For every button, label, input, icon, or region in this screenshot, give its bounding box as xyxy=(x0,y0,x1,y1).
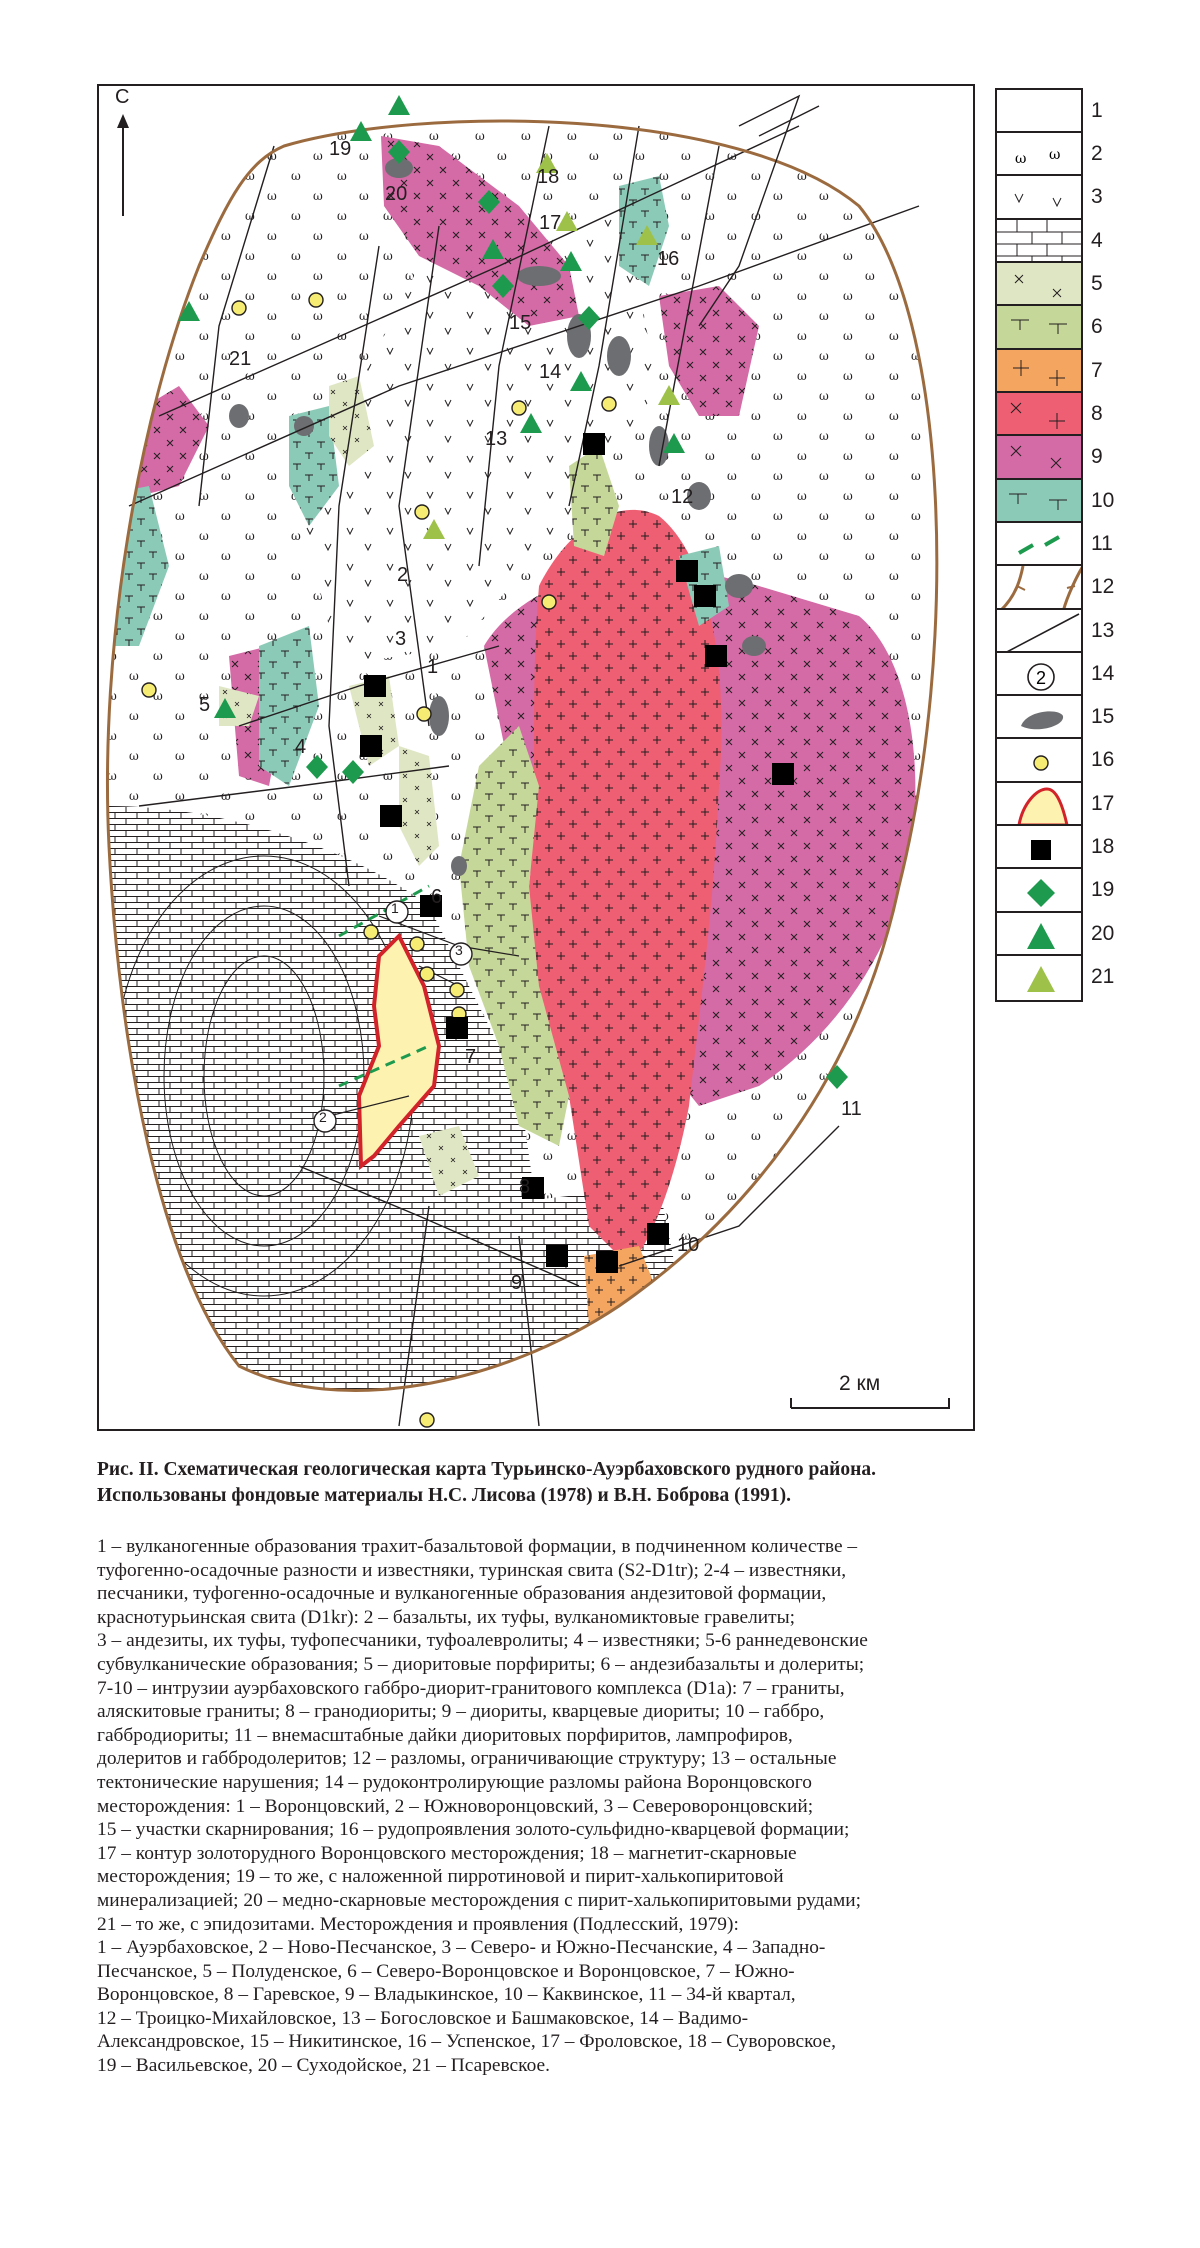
legend-number: 1 xyxy=(1091,99,1103,122)
ore-fault-label-1: 1 xyxy=(391,900,399,916)
legend-text-line: 1 – вулканогенные образования трахит-базальтовой формации, в подчиненном количестве – xyxy=(97,1536,858,1557)
svg-text:2: 2 xyxy=(1035,668,1047,688)
legend-text-line: Песчанское, 5 – Полуденское, 6 – Северо-Воронцовское и Воронцовское, 7 – Южно- xyxy=(97,1960,795,1982)
legend-text-line: габбродиориты; 11 – внемасштабные дайки диоритовых порфиритов, лампрофиров, xyxy=(97,1724,793,1746)
legend-number: 3 xyxy=(1091,185,1103,208)
au-occurrence-marker xyxy=(410,937,424,951)
legend-description xyxy=(97,1535,1117,2078)
deposit-label-8: 8 xyxy=(519,1176,531,1198)
legend-number: 15 xyxy=(1091,705,1115,728)
legend-swatch xyxy=(995,521,1083,569)
deposit-label-9: 9 xyxy=(511,1272,523,1294)
legend-number: 2 xyxy=(1091,142,1103,165)
deposit-label-10: 10 xyxy=(677,1234,700,1256)
legend-swatch xyxy=(995,304,1083,352)
ore-fault-label-3: 3 xyxy=(455,942,463,958)
deposit-label-20: 20 xyxy=(385,183,408,205)
magnetite-skarn-deposit-marker xyxy=(583,433,605,455)
legend-text-line: Воронцовское, 8 – Гаревское, 9 – Владыкинское, 10 – Каквинское, 11 – 34-й квартал, xyxy=(97,1984,796,2006)
legend-item-1 xyxy=(995,88,1125,136)
legend-swatch xyxy=(995,131,1083,179)
legend-number: 10 xyxy=(1091,489,1115,512)
legend-number: 9 xyxy=(1091,445,1103,468)
scale-bar xyxy=(791,1398,949,1408)
legend-number: 16 xyxy=(1091,748,1115,771)
legend-text-line: туфогенно-осадочные разности и известняки, туринская свита (S2-D1tr); 2-4 – известняки, xyxy=(97,1559,847,1581)
deposit-label-13: 13 xyxy=(485,428,508,450)
au-occurrence-marker xyxy=(450,983,464,997)
magnetite-skarn-deposit-marker xyxy=(647,1223,669,1245)
legend-text-line: долеритов и габбродолеритов; 12 – разломы, ограничивающие структуру; 13 – остальные xyxy=(97,1748,837,1770)
north-label: С xyxy=(115,86,130,108)
magnetite-skarn-deposit-marker xyxy=(446,1017,468,1039)
legend-text-line: Александровское, 15 – Никитинское, 16 – Успенское, 17 – Фроловское, 18 – Суворовское, xyxy=(97,2031,836,2053)
au-occurrence-marker xyxy=(420,1413,434,1427)
legend-number: 6 xyxy=(1091,315,1103,338)
copper-skarn-deposit-marker xyxy=(388,95,410,115)
legend-text-line: 7-10 – интрузии ауэрбаховского габбро-диорит-гранитового комплекса (D1a): 7 – граниты, xyxy=(97,1677,845,1699)
caption-line-2: Использованы фондовые материалы Н.С. Лисова (1978) и В.Н. Боброва (1991). xyxy=(97,1485,791,1506)
deposit-label-11: 11 xyxy=(841,1098,862,1120)
legend-swatch xyxy=(995,174,1083,222)
legend-item-19 xyxy=(995,867,1125,915)
deposit-label-4: 4 xyxy=(295,736,307,758)
legend-item-6 xyxy=(995,304,1125,352)
legend-swatch xyxy=(995,348,1083,396)
deposit-label-19: 19 xyxy=(329,138,352,160)
legend-text-line: 3 – андезиты, их туфы, туфопесчаники, туфоалевролиты; 4 – известняки; 5-6 раннедевонские xyxy=(97,1630,868,1652)
legend-item-5 xyxy=(995,261,1125,309)
legend-number: 8 xyxy=(1091,402,1103,425)
ore-fault-label-2: 2 xyxy=(319,1109,327,1125)
deposit-label-15: 15 xyxy=(509,312,532,334)
legend-swatch xyxy=(995,261,1083,309)
legend-number: 19 xyxy=(1091,878,1115,901)
deposit-label-6: 6 xyxy=(431,886,443,908)
legend-text-line: субвулканические образования; 5 – диоритовые порфириты; 6 – андезибазальты и долериты; xyxy=(97,1653,865,1675)
magnetite-skarn-deposit-marker xyxy=(546,1245,568,1267)
magnetite-skarn-deposit-marker xyxy=(772,763,794,785)
deposit-label-21: 21 xyxy=(229,348,252,370)
legend-swatch xyxy=(995,651,1083,699)
au-occurrence-marker xyxy=(415,505,429,519)
legend-swatch xyxy=(995,781,1083,829)
magnetite-skarn-deposit-marker xyxy=(705,645,727,667)
deposit-label-12: 12 xyxy=(671,486,694,508)
legend-text-line: 1 – Ауэрбаховское, 2 – Ново-Песчанское, 3 – Северо- и Южно-Песчанские, 4 – Западно- xyxy=(97,1937,826,1959)
deposit-label-14: 14 xyxy=(539,361,562,383)
legend-item-20 xyxy=(995,911,1125,959)
legend-swatch xyxy=(995,737,1083,785)
legend-text-line: аляскитовые граниты; 8 – гранодиориты; 9 – диориты, кварцевые диориты; 10 – габбро, xyxy=(97,1701,825,1723)
legend-number: 12 xyxy=(1091,575,1115,598)
north-arrow xyxy=(117,114,129,216)
scale-label: 2 км xyxy=(839,1372,881,1395)
legend-number: 17 xyxy=(1091,792,1115,815)
legend-item-13 xyxy=(995,608,1125,656)
legend-number: 4 xyxy=(1091,229,1103,252)
legend-item-4 xyxy=(995,218,1125,266)
legend-number: 21 xyxy=(1091,965,1115,988)
legend-text-line: 15 – участки скарнирования; 16 – рудопроявления золото-сульфидно-кварцевой формации; xyxy=(97,1819,850,1841)
legend-swatch xyxy=(995,608,1083,656)
legend-text-line: 12 – Троицко-Михайловское, 13 – Богословское и Башмаковское, 14 – Вадимо- xyxy=(97,2007,749,2029)
legend-swatch xyxy=(995,911,1083,959)
deposit-label-18: 18 xyxy=(537,166,560,188)
legend-number: 5 xyxy=(1091,272,1103,295)
caption-line-1: Рис. II. Схематическая геологическая карта Турьинско-Ауэрбаховского рудного района. xyxy=(97,1459,876,1480)
legend-number: 11 xyxy=(1091,532,1113,555)
au-occurrence-marker xyxy=(364,925,378,939)
figure-caption xyxy=(97,1457,1107,1509)
svg-text:ω: ω xyxy=(1049,147,1061,163)
magnetite-skarn-deposit-marker xyxy=(694,585,716,607)
legend-swatch xyxy=(995,564,1083,612)
legend-item-21 xyxy=(995,954,1125,1002)
au-occurrence-marker xyxy=(512,401,526,415)
legend-number: 13 xyxy=(1091,619,1115,642)
legend-number: 20 xyxy=(1091,922,1115,945)
legend-text-line: песчаники, туфогенно-осадочные и вулканогенные образования андезитовой формации, xyxy=(97,1583,827,1605)
legend-text-line: 21 – то же, с эпидозитами. Месторождения и проявления (Подлесский, 1979): xyxy=(97,1913,739,1935)
deposit-label-7: 7 xyxy=(465,1046,477,1068)
legend-number: 18 xyxy=(1091,835,1115,858)
legend-swatch xyxy=(995,478,1083,526)
legend-item-8 xyxy=(995,391,1125,439)
map-canvas xyxy=(99,86,975,1431)
legend-text-line: месторождения: 1 – Воронцовский, 2 – Южноворонцовский, 3 – Североворонцовский; xyxy=(97,1795,814,1817)
legend-item-16 xyxy=(995,737,1125,785)
au-occurrence-marker xyxy=(142,683,156,697)
legend-item-12 xyxy=(995,564,1125,612)
legend-item-3 xyxy=(995,174,1125,222)
legend-item-18 xyxy=(995,824,1125,872)
magnetite-skarn-deposit-marker xyxy=(364,675,386,697)
deposit-label-17: 17 xyxy=(539,212,562,234)
geological-map xyxy=(97,84,975,1431)
au-occurrence-marker xyxy=(232,301,246,315)
au-occurrence-marker xyxy=(309,293,323,307)
legend-text-line: минерализацией; 20 – медно-скарновые месторождения с пирит-халькопиритовыми рудами; xyxy=(97,1889,862,1911)
au-occurrence-marker xyxy=(417,707,431,721)
magnetite-skarn-deposit-marker xyxy=(380,805,402,827)
legend-number: 14 xyxy=(1091,662,1115,685)
svg-text:ω: ω xyxy=(1015,151,1027,167)
legend-text-line: тектонические нарушения; 14 – рудоконтролирующие разломы района Воронцовского xyxy=(97,1771,812,1793)
au-occurrence-marker xyxy=(420,967,434,981)
legend-item-9 xyxy=(995,434,1125,482)
legend-swatch xyxy=(995,218,1083,266)
au-occurrence-marker xyxy=(602,397,616,411)
deposit-label-3: 3 xyxy=(395,628,407,650)
deposit-label-5: 5 xyxy=(199,694,211,716)
magnetite-skarn-deposit-marker xyxy=(676,560,698,582)
legend-item-2 xyxy=(995,131,1125,179)
legend-item-7 xyxy=(995,348,1125,396)
deposit-label-1: 1 xyxy=(427,656,439,678)
legend-swatch xyxy=(995,824,1083,872)
legend-swatch xyxy=(995,88,1083,136)
legend-swatch xyxy=(995,867,1083,915)
legend-text-line: месторождения; 19 – то же, с наложенной пирротиновой и пирит-халькопиритовой xyxy=(97,1866,784,1888)
magnetite-skarn-deposit-marker xyxy=(596,1251,618,1273)
legend-swatch xyxy=(995,391,1083,439)
legend-text-line: краснотурьинская свита (D1kr): 2 – базальты, их туфы, вулканомиктовые гравелиты; xyxy=(97,1606,796,1628)
legend-text-line: 17 – контур золоторудного Воронцовского месторождения; 18 – магнетит-скарновые xyxy=(97,1842,797,1864)
legend-item-15 xyxy=(995,694,1125,742)
deposit-label-16: 16 xyxy=(657,248,680,270)
legend-item-10 xyxy=(995,478,1125,526)
legend-item-17 xyxy=(995,781,1125,829)
legend-number: 7 xyxy=(1091,359,1103,382)
legend-text-line: 19 – Васильевское, 20 – Суходойское, 21 – Псаревское. xyxy=(97,2055,550,2077)
legend-swatch xyxy=(995,694,1083,742)
deposit-label-2: 2 xyxy=(397,564,409,586)
legend-swatch xyxy=(995,954,1083,1002)
legend-item-14 xyxy=(995,651,1125,699)
au-occurrence-marker xyxy=(542,595,556,609)
legend-item-11 xyxy=(995,521,1125,569)
magnetite-skarn-deposit-marker xyxy=(360,735,382,757)
legend-swatch xyxy=(995,434,1083,482)
